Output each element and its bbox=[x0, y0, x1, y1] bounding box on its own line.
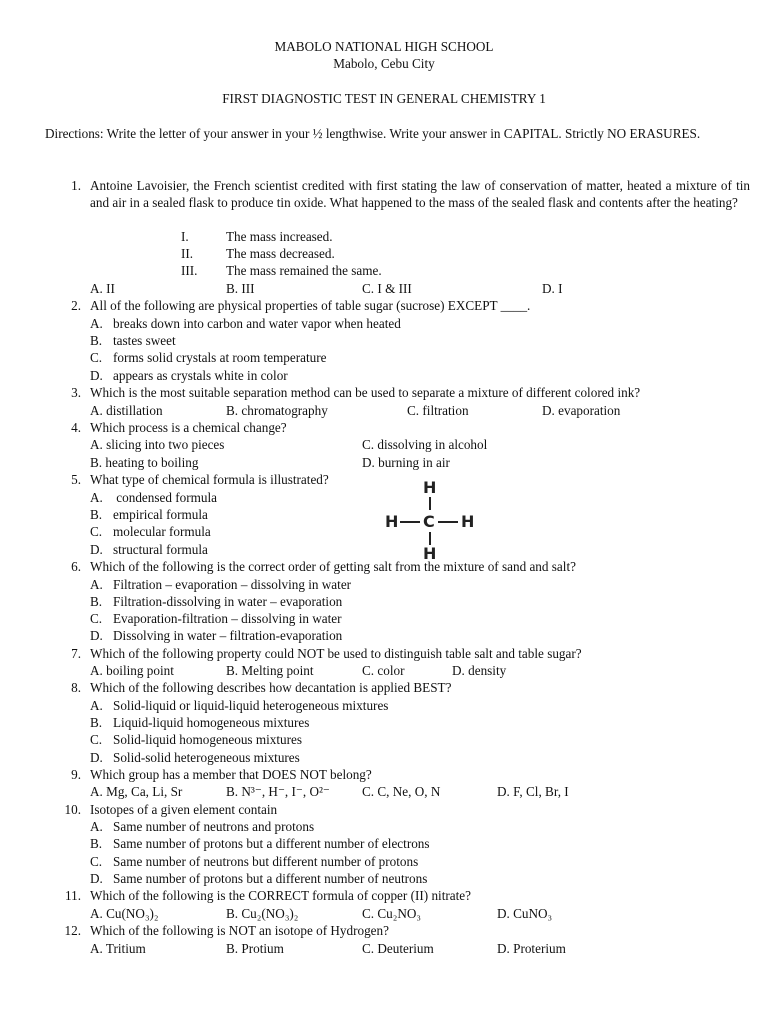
option-d bbox=[90, 628, 342, 644]
option-b bbox=[90, 594, 342, 610]
option-a: A. Mg, Ca, Li, Sr bbox=[90, 784, 183, 799]
option-c: C. Cu₂NO₃ bbox=[362, 906, 422, 921]
option-a: A. boiling point bbox=[90, 663, 174, 678]
option-b: B. chromatography bbox=[226, 403, 328, 418]
question-number: 1. bbox=[71, 178, 81, 193]
option-c: C. color bbox=[362, 663, 405, 678]
option-text: breaks down into carbon and water vapor when heated bbox=[113, 316, 401, 331]
question-text: Isotopes of a given element contain bbox=[90, 802, 278, 817]
option-d bbox=[90, 750, 300, 766]
option-letter: A. bbox=[90, 316, 103, 331]
question-number: 11. bbox=[65, 888, 81, 903]
question-number: 2. bbox=[71, 298, 81, 313]
option-text: molecular formula bbox=[113, 524, 211, 539]
roman-numeral: III. bbox=[181, 263, 198, 278]
option-letter: C. bbox=[90, 611, 103, 626]
roman-numeral: I. bbox=[181, 229, 189, 244]
option-b bbox=[90, 507, 208, 523]
option-a: A. distillation bbox=[90, 403, 163, 418]
option-text: Liquid-liquid homogeneous mixtures bbox=[113, 715, 310, 730]
question-number: 12. bbox=[64, 923, 81, 938]
option-letter: B. bbox=[90, 715, 103, 730]
hydrogen-atom-left: H bbox=[385, 512, 399, 531]
option-c bbox=[90, 350, 327, 366]
option-text: Evaporation-filtration – dissolving in water bbox=[113, 611, 342, 626]
option-c: C. I & III bbox=[362, 281, 412, 296]
option-b: B. Cu₂(NO₃)₂ bbox=[226, 906, 299, 921]
question-number: 5. bbox=[71, 472, 81, 487]
question-number: 8. bbox=[71, 680, 81, 695]
option-letter: C. bbox=[90, 524, 103, 539]
bond-top bbox=[429, 497, 431, 510]
option-text: structural formula bbox=[113, 542, 208, 557]
option-a: A. slicing into two pieces bbox=[90, 437, 225, 452]
question-number: 3. bbox=[71, 385, 81, 400]
question-text: All of the following are physical properties of table sugar (sucrose) EXCEPT ____. bbox=[90, 298, 531, 313]
option-a bbox=[90, 316, 401, 332]
hydrogen-atom-bottom: H bbox=[423, 544, 437, 563]
option-c: C. Deuterium bbox=[362, 941, 434, 956]
option-letter: A. bbox=[90, 490, 103, 505]
option-letter: D. bbox=[90, 750, 103, 765]
roman-text: The mass increased. bbox=[226, 229, 333, 244]
question-text: Which is the most suitable separation method can be used to separate a mixture of different colored ink? bbox=[90, 385, 641, 400]
roman-text: The mass decreased. bbox=[226, 246, 335, 261]
question-number: 9. bbox=[71, 767, 81, 782]
question-number: 4. bbox=[71, 420, 81, 435]
option-a bbox=[90, 698, 388, 714]
option-text: condensed formula bbox=[113, 490, 217, 505]
option-b: B. N³⁻, H⁻, I⁻, O²⁻ bbox=[226, 784, 330, 799]
option-letter: D. bbox=[90, 628, 103, 643]
question-text: Which of the following property could NOT be used to distinguish table salt and table sugar? bbox=[90, 646, 582, 661]
option-c bbox=[90, 524, 211, 540]
test-title: FIRST DIAGNOSTIC TEST IN GENERAL CHEMISTRY 1 bbox=[222, 91, 546, 106]
option-letter: A. bbox=[90, 577, 103, 592]
option-c bbox=[90, 854, 418, 870]
roman-numeral: II. bbox=[181, 246, 194, 261]
option-b: B. Protium bbox=[226, 941, 284, 956]
option-b bbox=[90, 836, 430, 852]
option-d bbox=[90, 368, 288, 384]
option-letter: C. bbox=[90, 854, 103, 869]
option-text: Solid-liquid homogeneous mixtures bbox=[113, 732, 303, 747]
option-letter: B. bbox=[90, 594, 103, 609]
question-1 bbox=[45, 177, 750, 212]
option-a: A. II bbox=[90, 281, 115, 296]
option-c: C. dissolving in alcohol bbox=[362, 437, 488, 452]
option-a bbox=[90, 490, 217, 506]
option-d: D. burning in air bbox=[362, 455, 450, 470]
option-d: D. density bbox=[452, 663, 507, 678]
question-text: Which of the following is the CORRECT formula of copper (II) nitrate? bbox=[90, 888, 471, 903]
option-letter: C. bbox=[90, 732, 103, 747]
option-c bbox=[90, 611, 342, 627]
option-text: Same number of neutrons and protons bbox=[113, 819, 315, 834]
option-letter: B. bbox=[90, 507, 103, 522]
question-text: Which of the following is the correct order of getting salt from the mixture of sand and salt? bbox=[90, 559, 576, 574]
option-a: A. Cu(NO₃)₂ bbox=[90, 906, 159, 921]
option-text: Same number of neutrons but different number of protons bbox=[113, 854, 419, 869]
roman-text: The mass remained the same. bbox=[226, 263, 382, 278]
option-d: D. Proterium bbox=[497, 941, 566, 956]
hydrogen-atom-top: H bbox=[423, 478, 437, 497]
option-b: B. III bbox=[226, 281, 255, 296]
option-c bbox=[90, 732, 302, 748]
option-letter: B. bbox=[90, 836, 103, 851]
option-d bbox=[90, 871, 427, 887]
option-d bbox=[90, 542, 208, 558]
option-text: Dissolving in water – filtration-evaporation bbox=[113, 628, 343, 643]
option-text: appears as crystals white in color bbox=[113, 368, 288, 383]
option-letter: C. bbox=[90, 350, 103, 365]
bond-right bbox=[438, 521, 458, 523]
option-text: Solid-liquid or liquid-liquid heterogeneous mixtures bbox=[113, 698, 389, 713]
question-number: 6. bbox=[71, 559, 81, 574]
option-b bbox=[90, 715, 309, 731]
question-text: What type of chemical formula is illustrated? bbox=[90, 472, 329, 487]
option-c: C. C, Ne, O, N bbox=[362, 784, 441, 799]
option-a: A. Tritium bbox=[90, 941, 146, 956]
option-d: D. I bbox=[542, 281, 563, 296]
question-text: Which process is a chemical change? bbox=[90, 420, 287, 435]
hydrogen-atom-right: H bbox=[461, 512, 475, 531]
question-text: Which group has a member that DOES NOT belong? bbox=[90, 767, 372, 782]
option-d: D. evaporation bbox=[542, 403, 621, 418]
option-letter: A. bbox=[90, 819, 103, 834]
option-letter: D. bbox=[90, 542, 103, 557]
option-text: tastes sweet bbox=[113, 333, 176, 348]
option-b: B. heating to boiling bbox=[90, 455, 199, 470]
carbon-atom: C bbox=[423, 512, 435, 531]
school-city: Mabolo, Cebu City bbox=[333, 56, 435, 71]
option-letter: B. bbox=[90, 333, 103, 348]
option-text: forms solid crystals at room temperature bbox=[113, 350, 327, 365]
option-text: Filtration-dissolving in water – evaporation bbox=[113, 594, 343, 609]
option-a bbox=[90, 577, 351, 593]
option-letter: D. bbox=[90, 368, 103, 383]
school-name: MABOLO NATIONAL HIGH SCHOOL bbox=[274, 39, 494, 54]
option-d: D. CuNO₃ bbox=[497, 906, 553, 921]
option-text: Solid-solid heterogeneous mixtures bbox=[113, 750, 300, 765]
option-text: Filtration – evaporation – dissolving in water bbox=[113, 577, 352, 592]
option-letter: A. bbox=[90, 698, 103, 713]
bond-left bbox=[400, 521, 420, 523]
option-b bbox=[90, 333, 176, 349]
option-text: Same number of protons but a different number of electrons bbox=[113, 836, 430, 851]
question-number: 7. bbox=[71, 646, 81, 661]
directions: Directions: Write the letter of your answer in your ½ lengthwise. Write your answer in CAPITAL. Strictly NO ERASURES. bbox=[45, 126, 701, 141]
option-letter: D. bbox=[90, 871, 103, 886]
methane-structural-formula bbox=[380, 478, 480, 562]
option-b: B. Melting point bbox=[226, 663, 314, 678]
option-text: Same number of protons but a different number of neutrons bbox=[113, 871, 428, 886]
option-a bbox=[90, 819, 314, 835]
option-text: empirical formula bbox=[113, 507, 208, 522]
question-text: Which of the following describes how decantation is applied BEST? bbox=[90, 680, 452, 695]
question-text: Antoine Lavoisier, the French scientist credited with first stating the law of conservation of matter, heated a mixture of tin and air in a sealed flask to produce tin oxide. What happened to the mass of the sealed flask and contents after the heating? bbox=[90, 178, 750, 211]
option-d: D. F, Cl, Br, I bbox=[497, 784, 569, 799]
question-number: 10. bbox=[64, 802, 81, 817]
option-c: C. filtration bbox=[407, 403, 469, 418]
question-text: Which of the following is NOT an isotope of Hydrogen? bbox=[90, 923, 389, 938]
